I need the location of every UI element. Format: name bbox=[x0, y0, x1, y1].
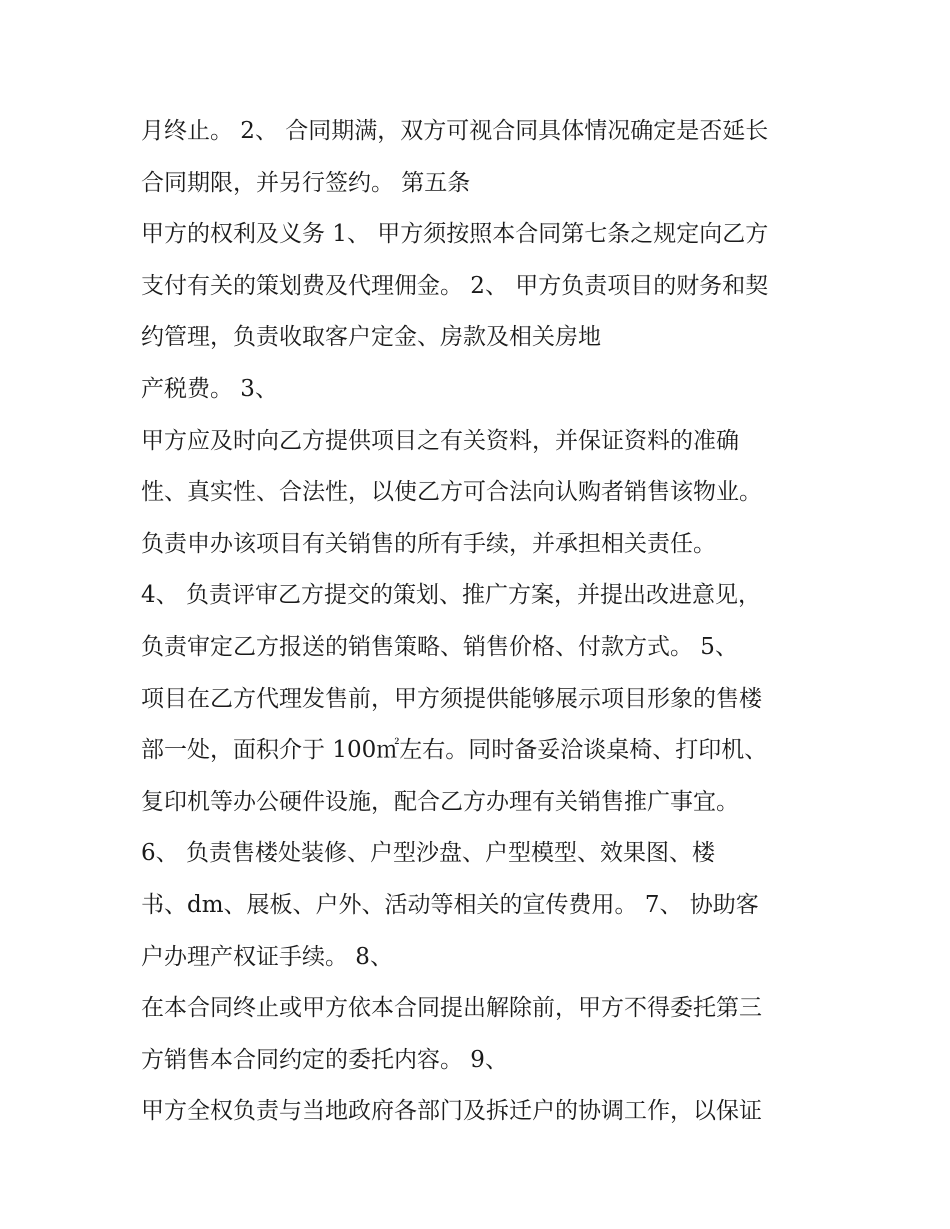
text-line: 书、dm、展板、户外、活动等相关的宣传费用。 7、 协助客 bbox=[141, 891, 759, 918]
text-line: 6、 负责售楼处装修、户型沙盘、户型模型、效果图、楼 bbox=[141, 840, 715, 867]
text-line: 户办理产权证手续。 8、 bbox=[141, 943, 393, 970]
text-line: 支付有关的策划费及代理佣金。 2、 甲方负责项目的财务和契 bbox=[141, 272, 769, 299]
body-text bbox=[141, 106, 821, 1138]
text-line: 性、真实性、合法性，以使乙方可合法向认购者销售该物业。 bbox=[141, 479, 762, 506]
text-line: 部一处，面积介于 100㎡左右。同时备妥洽谈桌椅、打印机、 bbox=[141, 737, 768, 764]
text-line: 甲方的权利及义务 1、 甲方须按照本合同第七条之规定向乙方 bbox=[141, 221, 769, 248]
text-line: 负责申办该项目有关销售的所有手续，并承担相关责任。 bbox=[141, 530, 716, 557]
text-line: 负责审定乙方报送的销售策略、销售价格、付款方式。 5、 bbox=[141, 633, 738, 660]
text-line: 在本合同终止或甲方依本合同提出解除前，甲方不得委托第三 bbox=[141, 995, 762, 1022]
text-line: 甲方全权负责与当地政府各部门及拆迁户的协调工作，以保证 bbox=[141, 1098, 762, 1125]
text-line: 产税费。 3、 bbox=[141, 375, 278, 402]
text-line: 项目在乙方代理发售前，甲方须提供能够展示项目形象的售楼 bbox=[141, 685, 762, 712]
text-line: 合同期限，并另行签约。 第五条 bbox=[141, 169, 471, 196]
text-line: 复印机等办公硬件设施，配合乙方办理有关销售推广事宜。 bbox=[141, 788, 739, 815]
text-line: 甲方应及时向乙方提供项目之有关资料，并保证资料的准确 bbox=[141, 427, 739, 454]
text-line: 约管理，负责收取客户定金、房款及相关房地 bbox=[141, 324, 601, 351]
text-line: 月终止。 2、 合同期满，双方可视合同具体情况确定是否延长 bbox=[141, 118, 769, 144]
text-line: 方销售本合同约定的委托内容。 9、 bbox=[141, 1046, 508, 1073]
text-line: 4、 负责评审乙方提交的策划、推广方案，并提出改进意见， bbox=[141, 582, 761, 609]
